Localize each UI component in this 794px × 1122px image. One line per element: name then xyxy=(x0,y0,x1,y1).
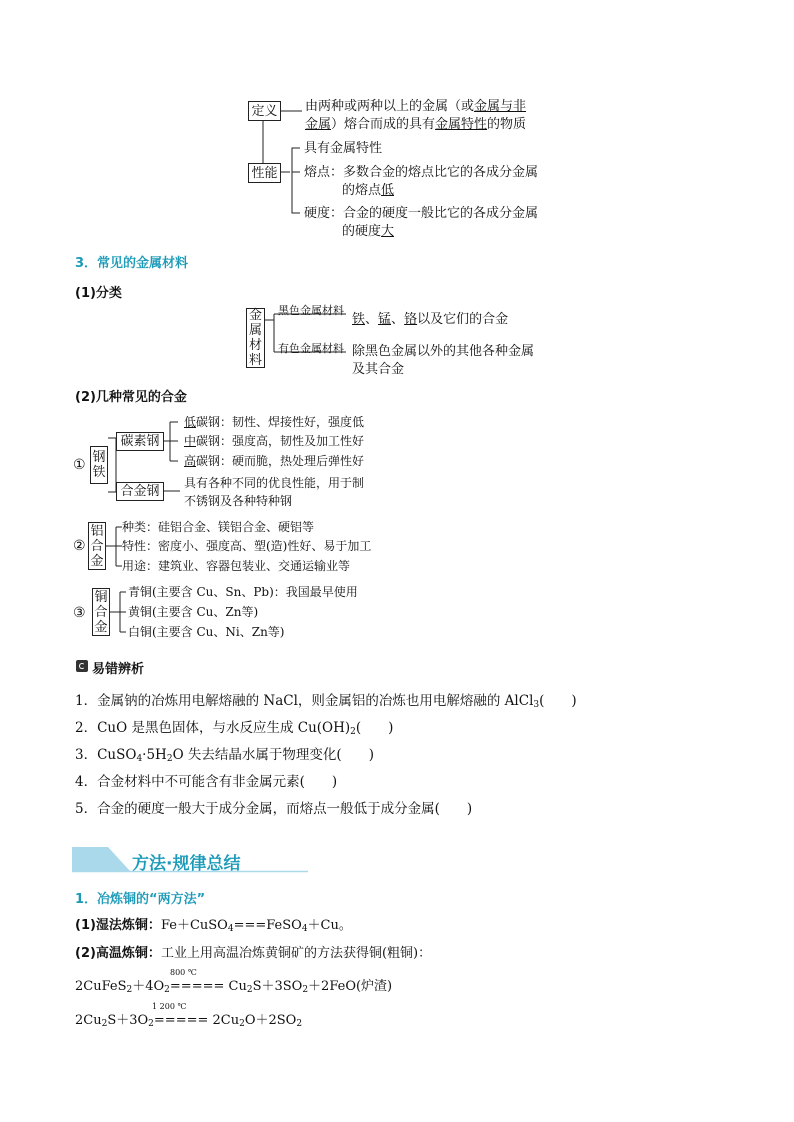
wet-copper-smelting: (1)湿法炼铜：Fe＋CuSO$_4$===FeSO$_4$＋Cu。 xyxy=(75,918,352,934)
high-temp-copper-smelting: (2)高温炼铜：工业上用高温冶炼黄铜矿的方法获得铜(粗铜)： xyxy=(75,946,432,961)
aluminum-label-box: 铝 合 金 xyxy=(88,522,106,570)
property-label: 性能 xyxy=(251,165,278,181)
copper-number: ③ xyxy=(73,605,86,621)
metal-material-label-box: 金 属 材 料 xyxy=(246,308,265,368)
ferrous-metal-label: 黑色金属材料 xyxy=(278,304,344,317)
nonferrous-metal-desc-2: 及其合金 xyxy=(352,362,405,377)
alloy-steel-box: 合金钢 xyxy=(116,482,164,501)
cupronickel: 白铜(主要含 Cu、Ni、Zn等) xyxy=(128,625,285,639)
bronze: 青铜(主要含 Cu、Sn、Pb)：我国最早使用 xyxy=(128,585,358,599)
nonferrous-metal-label: 有色金属材料 xyxy=(278,342,344,355)
error-analysis-icon xyxy=(76,660,88,672)
high-carbon-steel: 高碳钢：硬而脆，热处理后弹性好 xyxy=(184,454,365,468)
carbon-steel-box: 碳素钢 xyxy=(116,432,164,451)
error-item-2: 2．CuO 是黑色固体，与水反应生成 $Cu(OH)_2$( ) xyxy=(75,720,394,737)
section-3-title: 3．常见的金属材料 xyxy=(75,256,189,271)
brass: 黄铜(主要含 Cu、Zn等) xyxy=(128,605,259,619)
equation-2: $2Cu_2S+3O_2===== 2Cu_2O+2SO_2$ xyxy=(75,1013,303,1029)
aluminum-properties: 特性：密度小、强度高、塑(造)性好、易于加工 xyxy=(122,539,372,553)
property-1: 具有金属特性 xyxy=(304,141,383,156)
aluminum-number: ② xyxy=(73,538,86,554)
error-item-1: 1．金属钠的冶炼用电解熔融的 NaCl，则金属铝的冶炼也用电解熔融的 AlCl$_3$( ) xyxy=(75,693,577,710)
nonferrous-metal-desc-1: 除黑色金属以外的其他各种金属 xyxy=(352,344,535,359)
copper-smelting-title: 1．冶炼铜的“两方法” xyxy=(75,892,206,907)
common-alloys-heading: (2)几种常见的合金 xyxy=(75,390,187,405)
property-3-line-1: 硬度：合金的硬度一般比它的各成分金属 xyxy=(304,206,539,221)
property-2-line-2: 的熔点低 xyxy=(342,183,395,198)
low-carbon-steel: 低碳钢：韧性、焊接性好，强度低 xyxy=(184,415,365,429)
error-item-3: 3．$CuSO_4\cdot 5H_2O$ 失去结晶水属于物理变化( ) xyxy=(75,747,374,764)
definition-line-1: 由两种或两种以上的金属（或金属与非 xyxy=(305,99,527,114)
error-analysis-heading: 易错辨析 xyxy=(92,662,145,677)
property-2-line-1: 熔点：多数合金的熔点比它的各成分金属 xyxy=(304,165,539,180)
method-banner-title: 方法·规律总结 xyxy=(132,854,241,874)
medium-carbon-steel: 中碳钢：强度高，韧性及加工性好 xyxy=(184,434,365,448)
equation-1: $2CuFeS_2+4O_2===== Cu_2S+3SO_2+2FeO$(炉渣) xyxy=(75,979,393,995)
equation-1-condition: 800 ℃ xyxy=(170,968,197,977)
ferrous-metal-desc: 铁、锰、铬以及它们的合金 xyxy=(352,312,509,327)
definition-label: 定义 xyxy=(251,103,278,119)
alloy-steel-desc-1: 具有各种不同的优良性能，用于制 xyxy=(184,476,365,490)
error-item-5: 5．合金的硬度一般大于成分金属，而熔点一般低于成分金属( ) xyxy=(75,801,473,817)
aluminum-types: 种类：硅铝合金、镁铝合金、硬铝等 xyxy=(122,520,315,534)
error-item-4: 4．合金材料中不可能含有非金属元素( ) xyxy=(75,774,338,790)
property-3-line-2: 的硬度大 xyxy=(342,224,395,239)
classification-heading: (1)分类 xyxy=(75,286,122,301)
steel-label-box: 钢 铁 xyxy=(90,446,108,484)
property-label-box xyxy=(248,163,281,183)
copper-label-box: 铜 合 金 xyxy=(92,588,110,636)
definition-label-box xyxy=(248,101,281,121)
alloy-steel-desc-2: 不锈钢及各种特种钢 xyxy=(184,494,293,508)
equation-2-condition: 1 200 ℃ xyxy=(152,1002,187,1011)
definition-line-2: 金属）熔合而成的具有金属特性的物质 xyxy=(305,117,527,132)
steel-number: ① xyxy=(73,457,86,473)
aluminum-uses: 用途：建筑业、容器包装业、交通运输业等 xyxy=(122,559,351,573)
